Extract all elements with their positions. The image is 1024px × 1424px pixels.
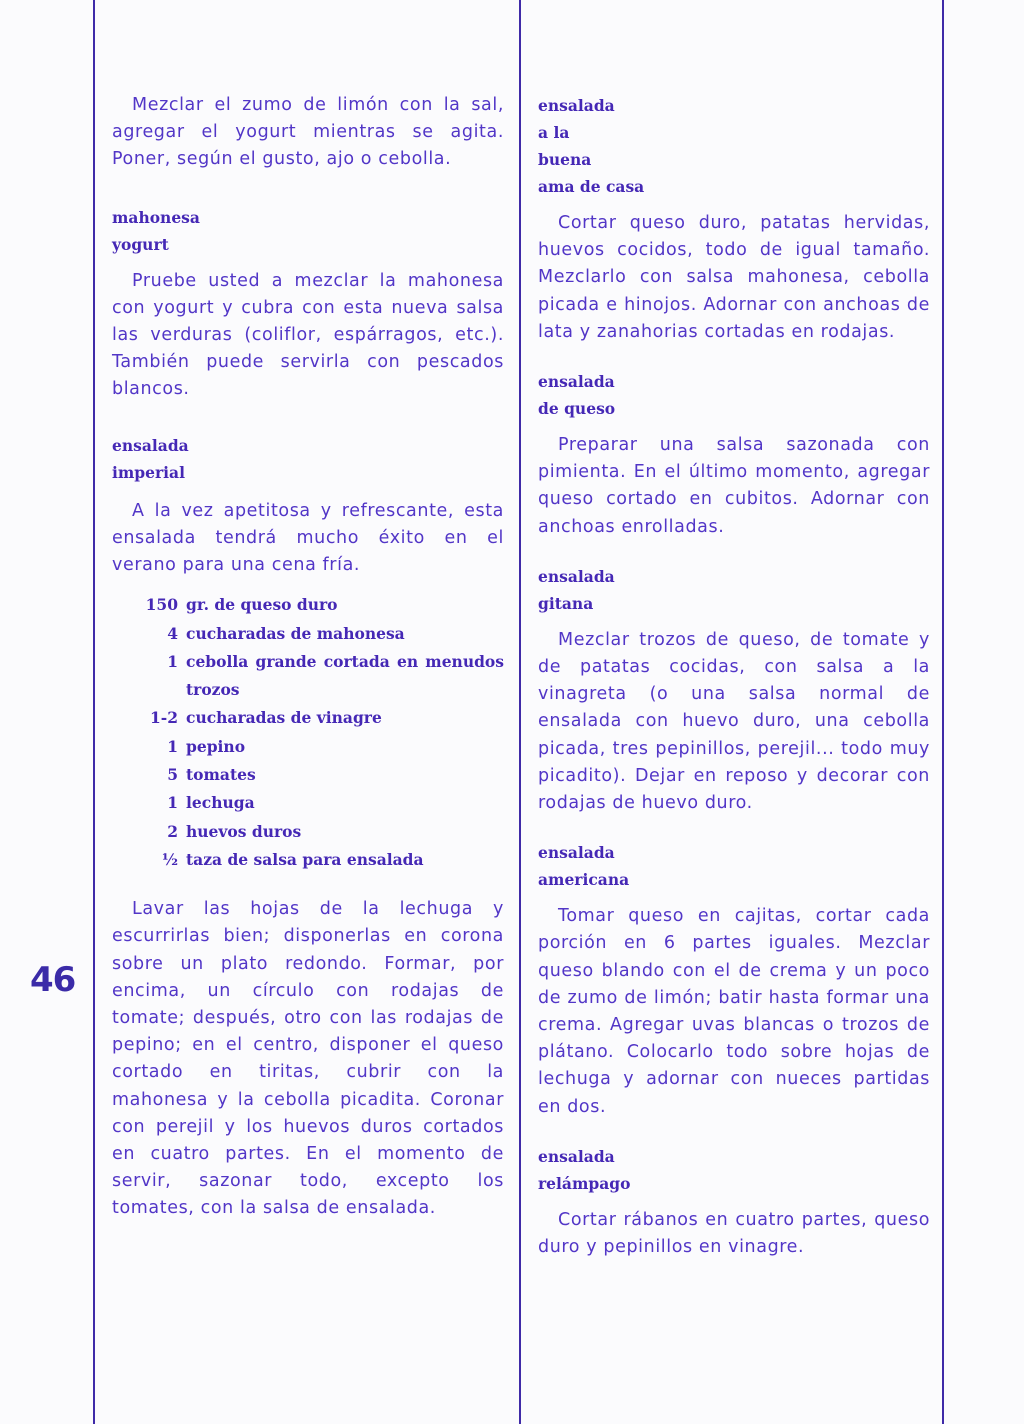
- page-number: 46: [30, 960, 76, 1000]
- ingredient-text: huevos duros: [186, 821, 302, 841]
- ingredient-text: cebolla grande cortada en menudos trozos: [186, 651, 504, 700]
- recipe-ensalada-gitana: [538, 563, 930, 817]
- recipe-title-line: ensalada: [112, 435, 189, 455]
- right-column: [538, 92, 930, 1261]
- recipe-text: Mezclar trozos de queso, de tomate y de patatas cocidas, con salsa a la vinagreta (o una salsa normal de ensalada con huevo duro, una cebolla picada, tres pepinillos, perejil... todo muy picadito). Dejar en reposo y decorar con rodajas de huevo duro.: [538, 629, 930, 814]
- recipe-text: Preparar una salsa sazonada con pimienta. En el último momento, agregar queso cortado en cubitos. Adornar con anchoas enrolladas.: [538, 435, 930, 537]
- recipe-intro: A la vez apetitosa y refrescante, esta ensalada tendrá mucho éxito en el verano para una cena fría.: [112, 500, 504, 576]
- column-divider-rule: [519, 0, 521, 1424]
- recipe-text: Cortar queso duro, patatas hervidas, huevos cocidos, todo de igual tamaño. Mezclarlo con salsa mahonesa, cebolla picada e hinojos. Adornar con anchoas de lata y zanahorias cortadas en rodajas.: [538, 213, 930, 342]
- ingredient-qty: 2: [167, 821, 178, 841]
- recipe-text: Cortar rábanos en cuatro partes, queso duro y pepinillos en vinagre.: [538, 1209, 930, 1258]
- ingredient-item: [112, 789, 504, 817]
- recipe-title-line: gitana: [538, 593, 594, 613]
- ingredient-text: tomates: [186, 765, 256, 785]
- ingredient-item: [112, 704, 504, 732]
- recipe-text: Tomar queso en cajitas, cortar cada porción en 6 partes iguales. Mezclar queso blando con el de crema y un poco de zumo de limón; batir hasta formar una crema. Agregar uvas blancas o trozos de plátano. Colocarlo todo sobre hojas de lechuga y adornar con nueces partidas en dos.: [538, 906, 930, 1117]
- ingredient-list: [112, 591, 504, 874]
- recipe-title-line: yogurt: [112, 234, 169, 254]
- recipe-title-line: relámpago: [538, 1173, 631, 1193]
- recipe-text: Pruebe usted a mezclar la mahonesa con yogurt y cubra con esta nueva salsa las verduras (coliflor, espárragos, etc.). También puede servirla con pescados blancos.: [112, 270, 504, 400]
- intro-paragraph: Mezclar el zumo de limón con la sal, agregar el yogurt mientras se agita. Poner, según el gusto, ajo o cebolla.: [112, 95, 504, 170]
- ingredient-qty: ½: [161, 849, 178, 869]
- left-column: [112, 92, 504, 1223]
- ingredient-item: [112, 818, 504, 846]
- recipe-ensalada-de-queso: [538, 368, 930, 541]
- recipe-title-line: americana: [538, 870, 630, 890]
- recipe-ensalada-imperial: [112, 432, 504, 1223]
- recipe-buena-ama-de-casa: [538, 92, 930, 346]
- recipe-title-line: ensalada: [538, 372, 615, 392]
- ingredient-item: [112, 733, 504, 761]
- recipe-title-line: mahonesa: [112, 207, 200, 227]
- ingredient-qty: 4: [167, 623, 178, 643]
- recipe-mahonesa-yogurt: [112, 204, 504, 404]
- recipe-title-line: ensalada: [538, 566, 615, 586]
- recipe-title-line: a la: [538, 123, 570, 142]
- ingredient-qty: 1: [167, 793, 178, 813]
- ingredient-qty: 1: [167, 736, 178, 756]
- recipe-title-line: imperial: [112, 462, 185, 482]
- ingredient-qty: 150: [145, 595, 178, 615]
- ingredient-item: [112, 846, 504, 874]
- ingredient-qty: 1-2: [149, 708, 178, 728]
- left-margin-rule: [93, 0, 95, 1424]
- recipe-title-line: ensalada: [538, 1146, 615, 1166]
- recipe-ensalada-americana: [538, 839, 930, 1121]
- recipe-title-line: de queso: [538, 399, 616, 419]
- recipe-method: Lavar las hojas de la lechuga y escurrirlas bien; disponerlas en corona sobre un plato redondo. Formar, por encima, un círculo con rodajas de tomate; después, otro con las rodajas de pepino; en el centro, disponer el queso cortado en tiritas, cubrir con la mahonesa y la cebolla picadita. Coronar con perejil y los huevos duros cortados en cuatro partes. En el momento de servir, sazonar todo, excepto los tomates, con la salsa de ensalada.: [112, 899, 504, 1219]
- ingredient-text: cucharadas de vinagre: [186, 708, 382, 728]
- ingredient-text: taza de salsa para ensalada: [186, 849, 424, 869]
- ingredient-item: [112, 761, 504, 789]
- ingredient-text: lechuga: [186, 793, 255, 813]
- recipe-ensalada-relampago: [538, 1143, 930, 1261]
- ingredient-text: cucharadas de mahonesa: [186, 623, 405, 643]
- ingredient-item: [112, 648, 504, 705]
- recipe-title-line: ensalada: [538, 96, 615, 115]
- recipe-title-line: ensalada: [538, 843, 615, 863]
- ingredient-item: [112, 591, 504, 619]
- ingredient-text: pepino: [186, 736, 246, 756]
- ingredient-qty: 5: [167, 765, 178, 785]
- ingredient-item: [112, 620, 504, 648]
- recipe-title-line: ama de casa: [538, 177, 645, 196]
- ingredient-qty: 1: [167, 651, 178, 671]
- right-margin-rule: [942, 0, 944, 1424]
- recipe-title-line: buena: [538, 150, 592, 169]
- ingredient-text: gr. de queso duro: [186, 595, 338, 615]
